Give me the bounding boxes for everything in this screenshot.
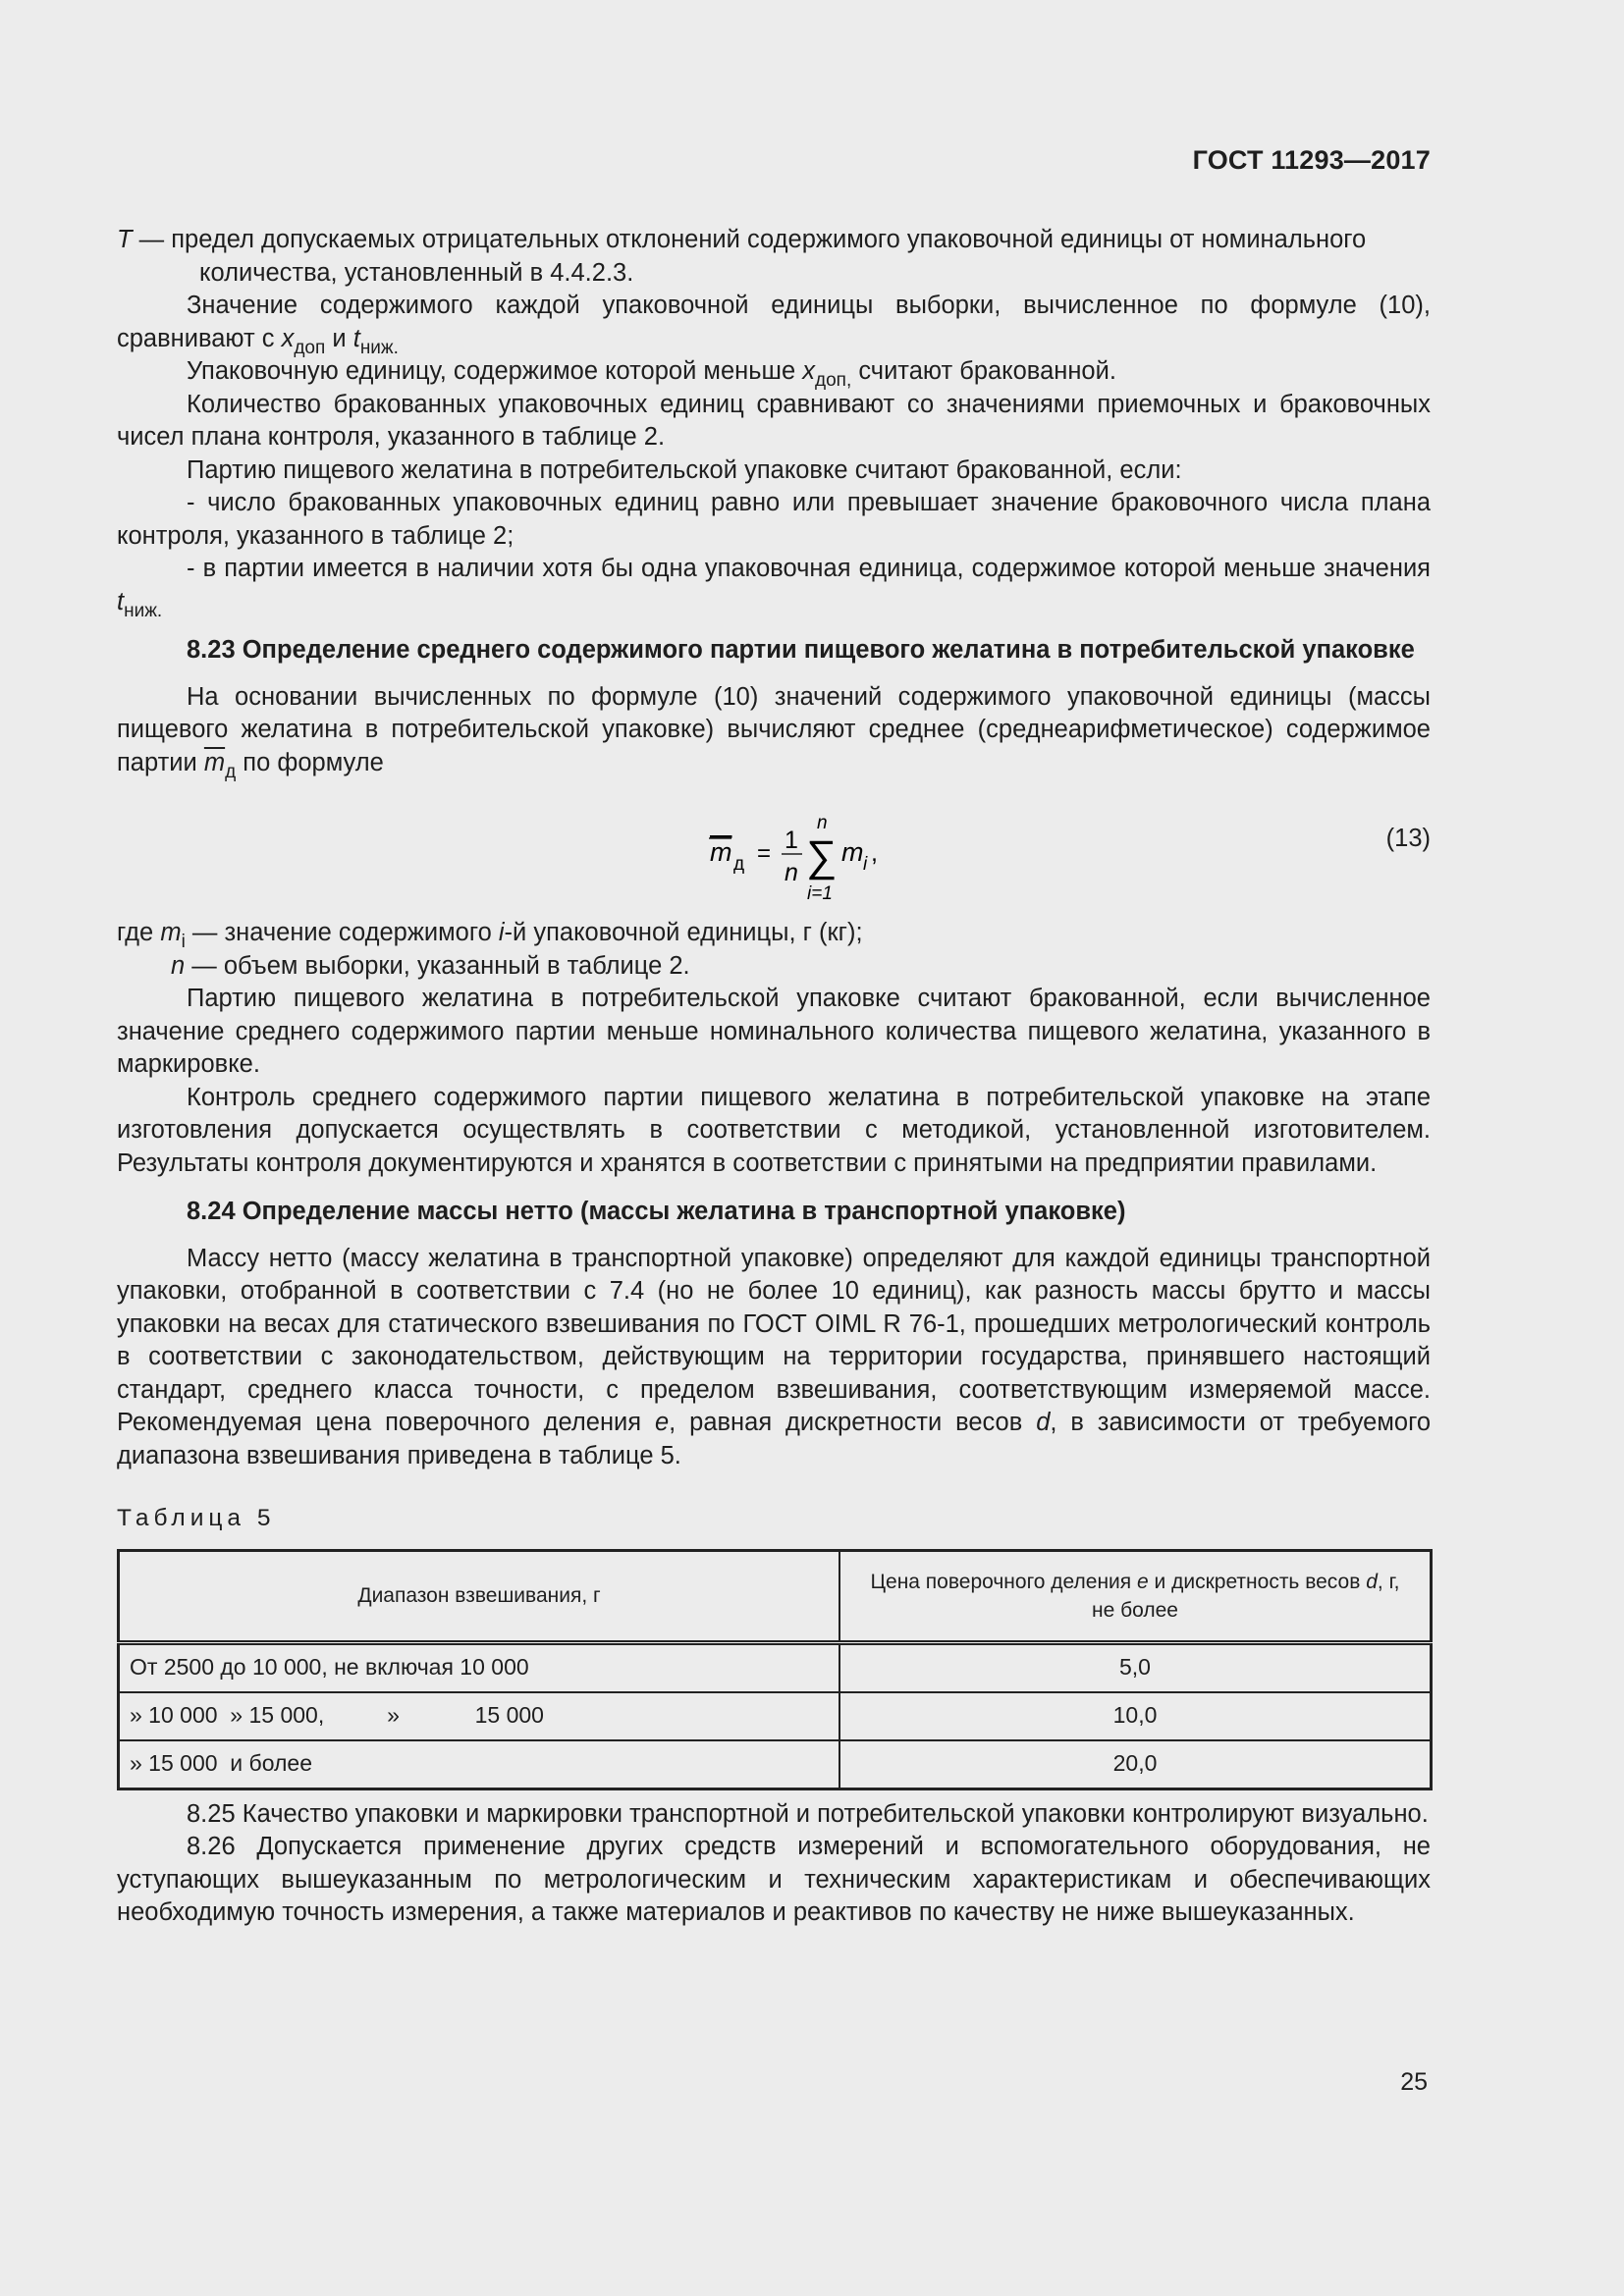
equation-number: (13)	[1385, 825, 1431, 852]
formula-den: n	[785, 859, 798, 886]
t-definition-text: — предел допускаемых отрицательных отклонений содержимого упаковочной единицы от номинального количества, установленный в 4.4.2.3.	[132, 226, 1367, 287]
where-mi	[117, 917, 1431, 950]
subscript: ниж.	[359, 337, 399, 358]
text: Значение содержимого каждой упаковочной единицы выборки, вычисленное по формуле (10), сравнивают с	[117, 292, 1431, 352]
paragraph-8-26: 8.26 Допускается применение других средств измерений и вспомогательного оборудования, не уступающих вышеуказанным по метрологическим и техническим характеристикам и обеспечивающих необходимую точность измерения, а также материалов и реактивов по качеству не ниже вышеуказанных.	[117, 1833, 1431, 1926]
where-n	[117, 950, 1431, 984]
paragraph-batch-defective: Партию пищевого желатина в потребительской упаковке считают бракованной, если:	[187, 455, 1182, 484]
e-symbol: e	[654, 1409, 670, 1436]
text: не более	[1092, 1598, 1178, 1622]
cell-range: » 10 000 » 15 000, » 15 000	[119, 1692, 840, 1740]
formula-lhs-sub: д	[733, 854, 745, 875]
n-symbol: n	[171, 951, 186, 980]
table-caption: Таблица 5	[117, 1505, 276, 1531]
text: Упаковочную единицу, содержимое которой меньше	[187, 357, 803, 385]
formula-13	[117, 779, 1431, 917]
subscript: д	[225, 761, 237, 782]
paragraph-batch-mean-defective: Партию пищевого желатина в потребительской упаковке считают бракованной, если вычисленное значение среднего содержимого партии меньше номинального количества пищевого желатина, указанного в маркировке.	[117, 985, 1431, 1078]
formula-svg	[706, 789, 942, 917]
text: — значение содержимого	[185, 919, 499, 946]
table-row	[119, 1642, 1432, 1692]
list-item: - число бракованных упаковочных единиц равно или превышает значение браковочного числа плана контроля, указанного в таблице 2;	[117, 489, 1431, 550]
formula-term-sub: i	[863, 854, 868, 875]
subscript: доп	[294, 337, 326, 358]
m-symbol: $\overline{m}$	[203, 748, 226, 776]
m-symbol: m	[160, 919, 182, 946]
e-symbol: e	[1137, 1570, 1149, 1593]
subscript: i	[181, 932, 186, 952]
text: На основании вычисленных по формуле (10) значений содержимого упаковочной единицы (массы пищевого желатина в потребительской упаковке) вычисляют среднее (среднеарифметическое) содержимое партии	[117, 682, 1431, 776]
i-symbol: i	[498, 919, 505, 946]
subscript: ниж.	[124, 600, 163, 621]
page-number: 25	[1400, 2068, 1428, 2096]
d-symbol: d	[1036, 1409, 1051, 1436]
x-symbol: x	[802, 357, 815, 385]
text: и	[325, 324, 353, 352]
formula-lhs-m: m	[710, 837, 732, 867]
header-range: Диапазон взвешивания, г	[119, 1550, 840, 1642]
text: , г,	[1377, 1570, 1400, 1593]
t-symbol: T	[117, 226, 133, 253]
formula-term-m: m	[841, 837, 864, 867]
paragraph-count: Количество бракованных упаковочных единиц сравнивают со значениями приемочных и браковочных чисел плана контроля, указанного в таблице 2.	[117, 390, 1431, 451]
formula-upper: n	[817, 813, 828, 833]
table-row	[119, 1740, 1432, 1789]
text: , в зависимости от требуемого диапазона взвешивания приведена в таблице 5.	[117, 1409, 1431, 1469]
text: -й упаковочной единицы, г (кг);	[504, 919, 863, 946]
d-symbol: d	[1366, 1570, 1378, 1593]
header-division	[839, 1550, 1432, 1642]
paragraph-control: Контроль среднего содержимого партии пищевого желатина в потребительской упаковке на этапе изготовления допускается осуществлять в соответствии с методикой, установленной изготовителем. Результаты контроля документируются и хранятся в соответствии с принятыми на предприятии правилами.	[117, 1083, 1431, 1177]
cell-value: 10,0	[839, 1692, 1432, 1740]
text: считают бракованной.	[851, 357, 1116, 385]
text: где	[117, 919, 161, 946]
cell-range: От 2500 до 10 000, не включая 10 000	[119, 1642, 840, 1692]
text: Массу нетто (массу желатина в транспортной упаковке) определяют для каждой единицы транспортной упаковки, отобранной в соответствии с 7.4 (но не более 10 единиц), как разность массы брутто и массы упаковки на весах для статического взвешивания по ГОСТ OIML R 76-1, прошедших метрологический контроль в соответствии с законодательством, действующим на территории государства, принявшего настоящий стандарт, среднего класса точности, с пределом взвешивания, соответствующим измеряемой массе. Рекомендуемая цена поверочного деления	[117, 1244, 1431, 1436]
text: и дискретность весов	[1148, 1570, 1367, 1593]
sigma-icon: ∑	[806, 832, 838, 881]
cell-value: 5,0	[839, 1642, 1432, 1692]
formula-num: 1	[785, 827, 798, 854]
formula-comma: ,	[871, 839, 878, 867]
text: , равная дискретности весов	[669, 1409, 1037, 1436]
table-5	[117, 1549, 1433, 1790]
section-heading-8-24: 8.24 Определение массы нетто (массы желатина в транспортной упаковке)	[187, 1198, 1126, 1225]
section-heading-8-23: 8.23 Определение среднего содержимого партии пищевого желатина в потребительской упаковке	[187, 636, 1415, 664]
cell-value: 20,0	[839, 1740, 1432, 1789]
t-symbol: t	[117, 587, 125, 615]
table-row	[119, 1692, 1432, 1740]
paragraph-8-25: 8.25 Качество упаковки и маркировки транспортной и потребительской упаковки контролируют визуально.	[187, 1799, 1429, 1828]
t-symbol: t	[352, 324, 360, 352]
paragraph-compare	[117, 290, 1431, 358]
text: — объем выборки, указанный в таблице 2.	[185, 951, 690, 980]
table-header-row	[119, 1550, 1432, 1642]
formula-lower: i=1	[807, 883, 833, 904]
text: по формуле	[236, 748, 384, 776]
text: - в партии имеется в наличии хотя бы одна упаковочная единица, содержимое которой меньше значения	[187, 555, 1431, 582]
document-code: ГОСТ 11293—2017	[1192, 145, 1431, 175]
paragraph-defective-unit	[117, 355, 1431, 389]
subscript: доп,	[815, 370, 852, 391]
paragraph-mean-content	[117, 681, 1431, 780]
cell-range: » 15 000 и более	[119, 1740, 840, 1789]
t-definition	[117, 224, 1431, 290]
formula-eq: =	[757, 840, 772, 867]
text: Цена поверочного деления	[870, 1570, 1137, 1593]
x-symbol: x	[281, 324, 295, 352]
paragraph-net-mass	[117, 1243, 1431, 1473]
list-item	[117, 553, 1431, 621]
page-content	[117, 224, 1431, 1930]
